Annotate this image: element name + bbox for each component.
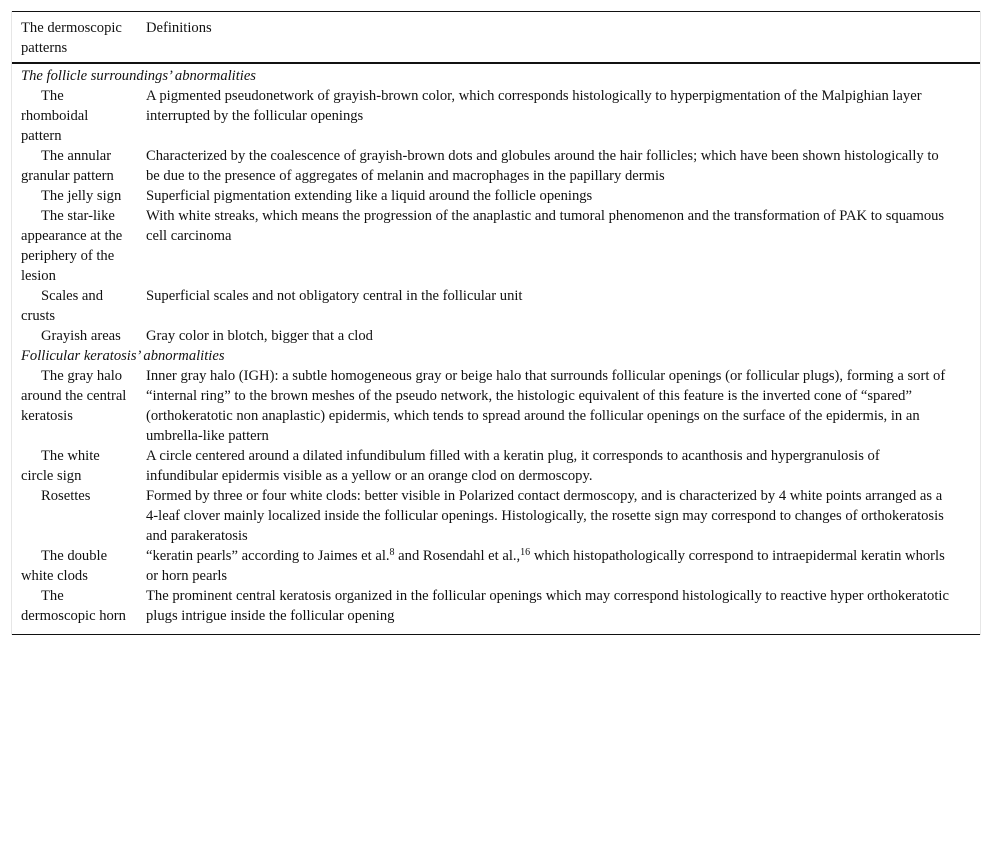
definition-cell: Gray color in blotch, bigger that a clod	[146, 328, 373, 344]
dermoscopic-patterns-table-container	[11, 11, 981, 635]
table-body	[12, 63, 980, 635]
pattern-name: The jelly sign	[41, 188, 122, 204]
definition-cell: A pigmented pseudonetwork of grayish-brown color, which corresponds histologically to hyperpigmentation of the Malpighian layer interrupted by the follicular openings	[146, 88, 922, 124]
dermoscopic-patterns-table	[12, 11, 980, 635]
table-row	[12, 186, 980, 206]
pattern-name: The dermoscopic horn	[21, 588, 126, 624]
pattern-name: The rhomboidal pattern	[21, 88, 89, 144]
definition-cell: Formed by three or four white clods: better visible in Polarized contact dermoscopy, and is characterized by 4 white points arranged as a 4-leaf clover mainly localized inside the follicular openings. Histologically, the rosette sign may correspond to changes of orthokeratosis and parakeratosis	[146, 488, 944, 544]
definition-cell: The prominent central keratosis organized in the follicular openings which may correspond histologically to reactive hyper orthokeratotic plugs intrigue inside the follicular opening	[146, 588, 949, 624]
pattern-cell	[12, 186, 137, 206]
definition-cell	[137, 546, 980, 586]
table-row	[12, 446, 980, 486]
pattern-cell	[12, 206, 137, 286]
citation-reference-link[interactable]: 8	[389, 547, 395, 558]
table-row	[12, 146, 980, 186]
pattern-cell	[12, 486, 137, 546]
definition-cell: Superficial scales and not obligatory central in the follicular unit	[146, 288, 523, 304]
pattern-cell	[12, 146, 137, 186]
pattern-cell	[12, 586, 137, 635]
pattern-name: Scales and crusts	[21, 288, 104, 324]
definition-cell: A circle centered around a dilated infundibulum filled with a keratin plug, it corresponds to acanthosis and hypergranulosis of infundibular epidermis visible as a yellow or an orange clod on dermoscopy.	[146, 448, 880, 484]
column-header-definition: Definitions	[146, 20, 212, 36]
table-row	[12, 206, 980, 286]
definition-cell: Characterized by the coalescence of grayish-brown dots and globules around the hair follicles; which have been shown histologically to be due to the presence of aggregates of melanin and macrophages in the papillary dermis	[146, 148, 939, 184]
definition-cell: Inner gray halo (IGH): a subtle homogeneous gray or beige halo that surrounds follicular openings (or follicular plugs), forming a sort of “internal ring” to the brown meshes of the pseudo network, the histologic equivalent of this feature is the inverted cone of “spared” (orthokeratotic non anaplastic) epidermis, which tends to spread around the follicular openings on the surface of the epidermis, in an umbrella-like pattern	[146, 368, 946, 444]
pattern-name: Rosettes	[41, 488, 91, 504]
pattern-cell	[12, 286, 137, 326]
section-row	[12, 63, 980, 86]
pattern-cell	[12, 446, 137, 486]
table-row	[12, 486, 980, 546]
citation-reference-link[interactable]: 16	[520, 547, 531, 558]
definition-text: “keratin pearls” according to Jaimes et al.	[146, 548, 390, 564]
header-row	[12, 12, 980, 64]
section-title: The follicle surroundings’ abnormalities	[21, 68, 256, 84]
column-header-pattern: The dermoscopic patterns	[21, 20, 122, 56]
pattern-name: The star-like appearance at the periphery of the lesion	[21, 208, 123, 284]
pattern-cell	[12, 326, 137, 346]
table-row	[12, 86, 980, 146]
table-row	[12, 286, 980, 326]
pattern-name: The white circle sign	[21, 448, 100, 484]
pattern-name: The annular granular pattern	[21, 148, 114, 184]
pattern-name: Grayish areas	[41, 328, 121, 344]
definition-text: and Rosendahl et al.,	[394, 548, 521, 564]
section-row	[12, 346, 980, 366]
pattern-cell	[12, 86, 137, 146]
table-row	[12, 326, 980, 346]
pattern-name: The gray halo around the central keratosis	[21, 368, 127, 424]
pattern-cell	[12, 366, 137, 446]
table-header	[12, 12, 980, 64]
table-row	[12, 546, 980, 586]
definition-cell: With white streaks, which means the progression of the anaplastic and tumoral phenomenon and the transformation of PAK to squamous cell carcinoma	[146, 208, 945, 244]
pattern-name: The double white clods	[21, 548, 108, 584]
pattern-cell	[12, 546, 137, 586]
definition-text: which histopathologically correspond to intraepidermal keratin whorls or horn pearls	[146, 548, 945, 584]
table-row	[12, 366, 980, 446]
table-row	[12, 586, 980, 635]
definition-cell: Superficial pigmentation extending like a liquid around the follicle openings	[146, 188, 593, 204]
section-title: Follicular keratosis’ abnormalities	[21, 348, 225, 364]
